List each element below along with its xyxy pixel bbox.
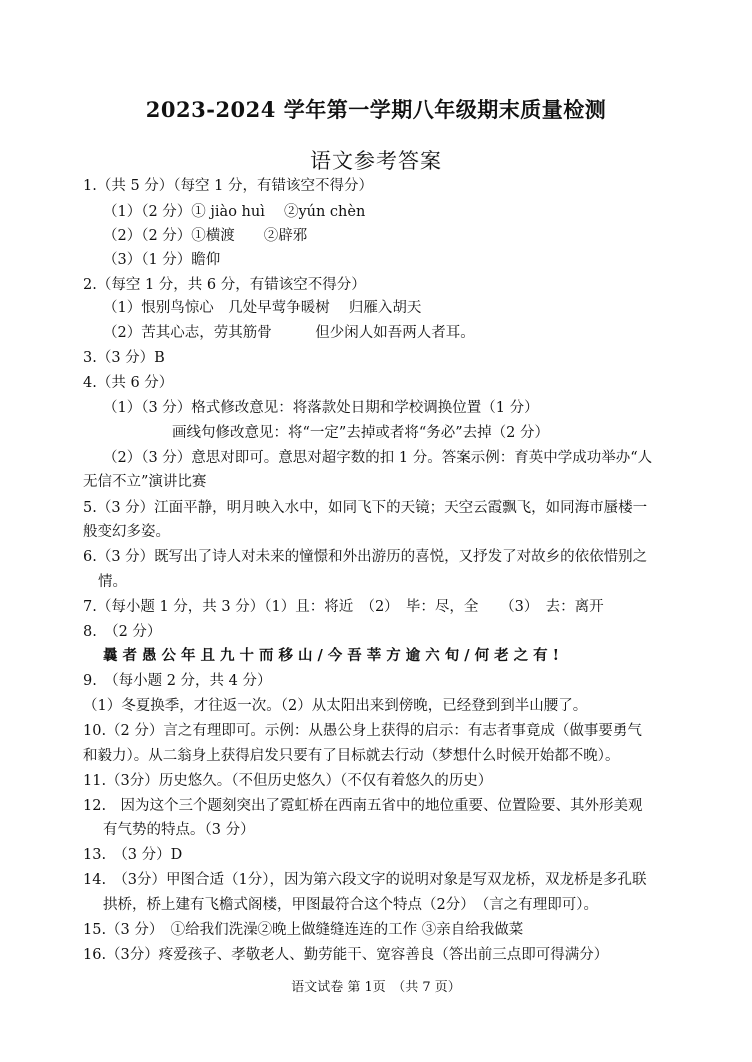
page-subtitle: 语文参考答案 xyxy=(310,149,442,173)
answer-line: 5.（3 分）江面平静，明月映入水中，如同飞下的天镜；天空云霞飘飞，如同海市蜃楼一 xyxy=(83,500,648,516)
answer-line: 14. （3分）甲图合适（1分），因为第六段文字的说明对象是写双龙桥，双龙桥是多孔联 xyxy=(83,872,647,888)
answer-line: 和毅力）。从二翁身上获得启发只要有了目标就去行动（梦想什么时候开始都不晚）。 xyxy=(83,748,620,764)
answer-line: （2）苦其心志，劳其筋骨 但少闲人如吾两人者耳。 xyxy=(103,325,475,341)
answer-line: 8. （2 分） xyxy=(83,624,162,640)
answer-line: 画线句修改意见：将“一定”去掉或者将“务必”去掉（2 分） xyxy=(172,425,549,441)
answer-line: 拱桥，桥上建有飞檐式阁楼，甲图最符合这个特点（2分） （言之有理即可）。 xyxy=(103,897,598,913)
answer-line: （3）（1 分）瞻仰 xyxy=(103,252,221,268)
answer-line: 曩者愚公年且九十而移山/今吾莘方逾六旬/何老之有! xyxy=(103,647,564,664)
answer-line: （1）冬夏换季，才往返一次。（2）从太阳出来到傍晚，已经登到到半山腰了。 xyxy=(83,698,588,714)
answer-line: 16.（3分）疼爱孩子、孝敬老人、勤劳能干、宽容善良（答出前三点即可得满分） xyxy=(83,947,609,963)
answer-line: 15.（3 分） ①给我们洗澡②晚上做缝缝连连的工作 ③亲自给我做菜 xyxy=(83,922,524,938)
answer-line: 7.（每小题 1 分，共 3 分）（1）且：将近 （2） 毕：尽，全 （3） 去：离开 xyxy=(83,599,604,615)
answer-line: 6.（3 分）既写出了诗人对未来的憧憬和外出游历的喜悦，又抒发了对故乡的依依惜别之 xyxy=(83,549,648,565)
answer-line: 3.（3 分）B xyxy=(83,350,165,366)
answer-line: （2）（3 分）意思对即可。意思对超字数的扣 1 分。答案示例：育英中学成功举办“人 xyxy=(103,450,653,466)
answer-line: 4.（共 6 分） xyxy=(83,375,174,391)
answer-line: 情。 xyxy=(98,574,127,590)
answer-line: （1）（2 分）① jiào huì ②yún chèn xyxy=(103,204,366,220)
page-footer: 语文试卷 第 1页 （共 7 页） xyxy=(291,980,461,995)
answer-line: 1.（共 5 分）（每空 1 分，有错该空不得分） xyxy=(83,178,373,194)
answer-line: （2）（2 分）①横渡 ②辟邪 xyxy=(103,228,308,244)
answer-line: 般变幻多姿。 xyxy=(83,524,170,540)
answer-line: 9. （每小题 2 分，共 4 分） xyxy=(83,673,272,689)
answer-line: 有气势的特点。（3 分） xyxy=(103,822,255,838)
answer-line: 2.（每空 1 分，共 6 分，有错该空不得分） xyxy=(83,277,366,293)
page-title: 2023-2024 学年第一学期八年级期末质量检测 xyxy=(145,97,607,122)
answer-line: （1）恨别鸟惊心 几处早莺争暖树 归雁入胡天 xyxy=(103,300,422,316)
answer-line: 10.（2 分）言之有理即可。示例：从愚公身上获得的启示：有志者事竟成（做事要勇气 xyxy=(83,723,642,739)
answer-line: 无信不立”演讲比赛 xyxy=(83,474,207,490)
answer-line: （1）（3 分）格式修改意见：将落款处日期和学校调换位置（1 分） xyxy=(103,400,539,416)
answer-line: 11.（3分）历史悠久。（不但历史悠久）（不仅有着悠久的历史） xyxy=(83,773,493,789)
answer-line: 13. （3 分）D xyxy=(83,847,183,863)
answer-line: 12. 因为这个三个题刻突出了霓虹桥在西南五省中的地位重要、位置险要、其外形美观 xyxy=(83,798,643,814)
